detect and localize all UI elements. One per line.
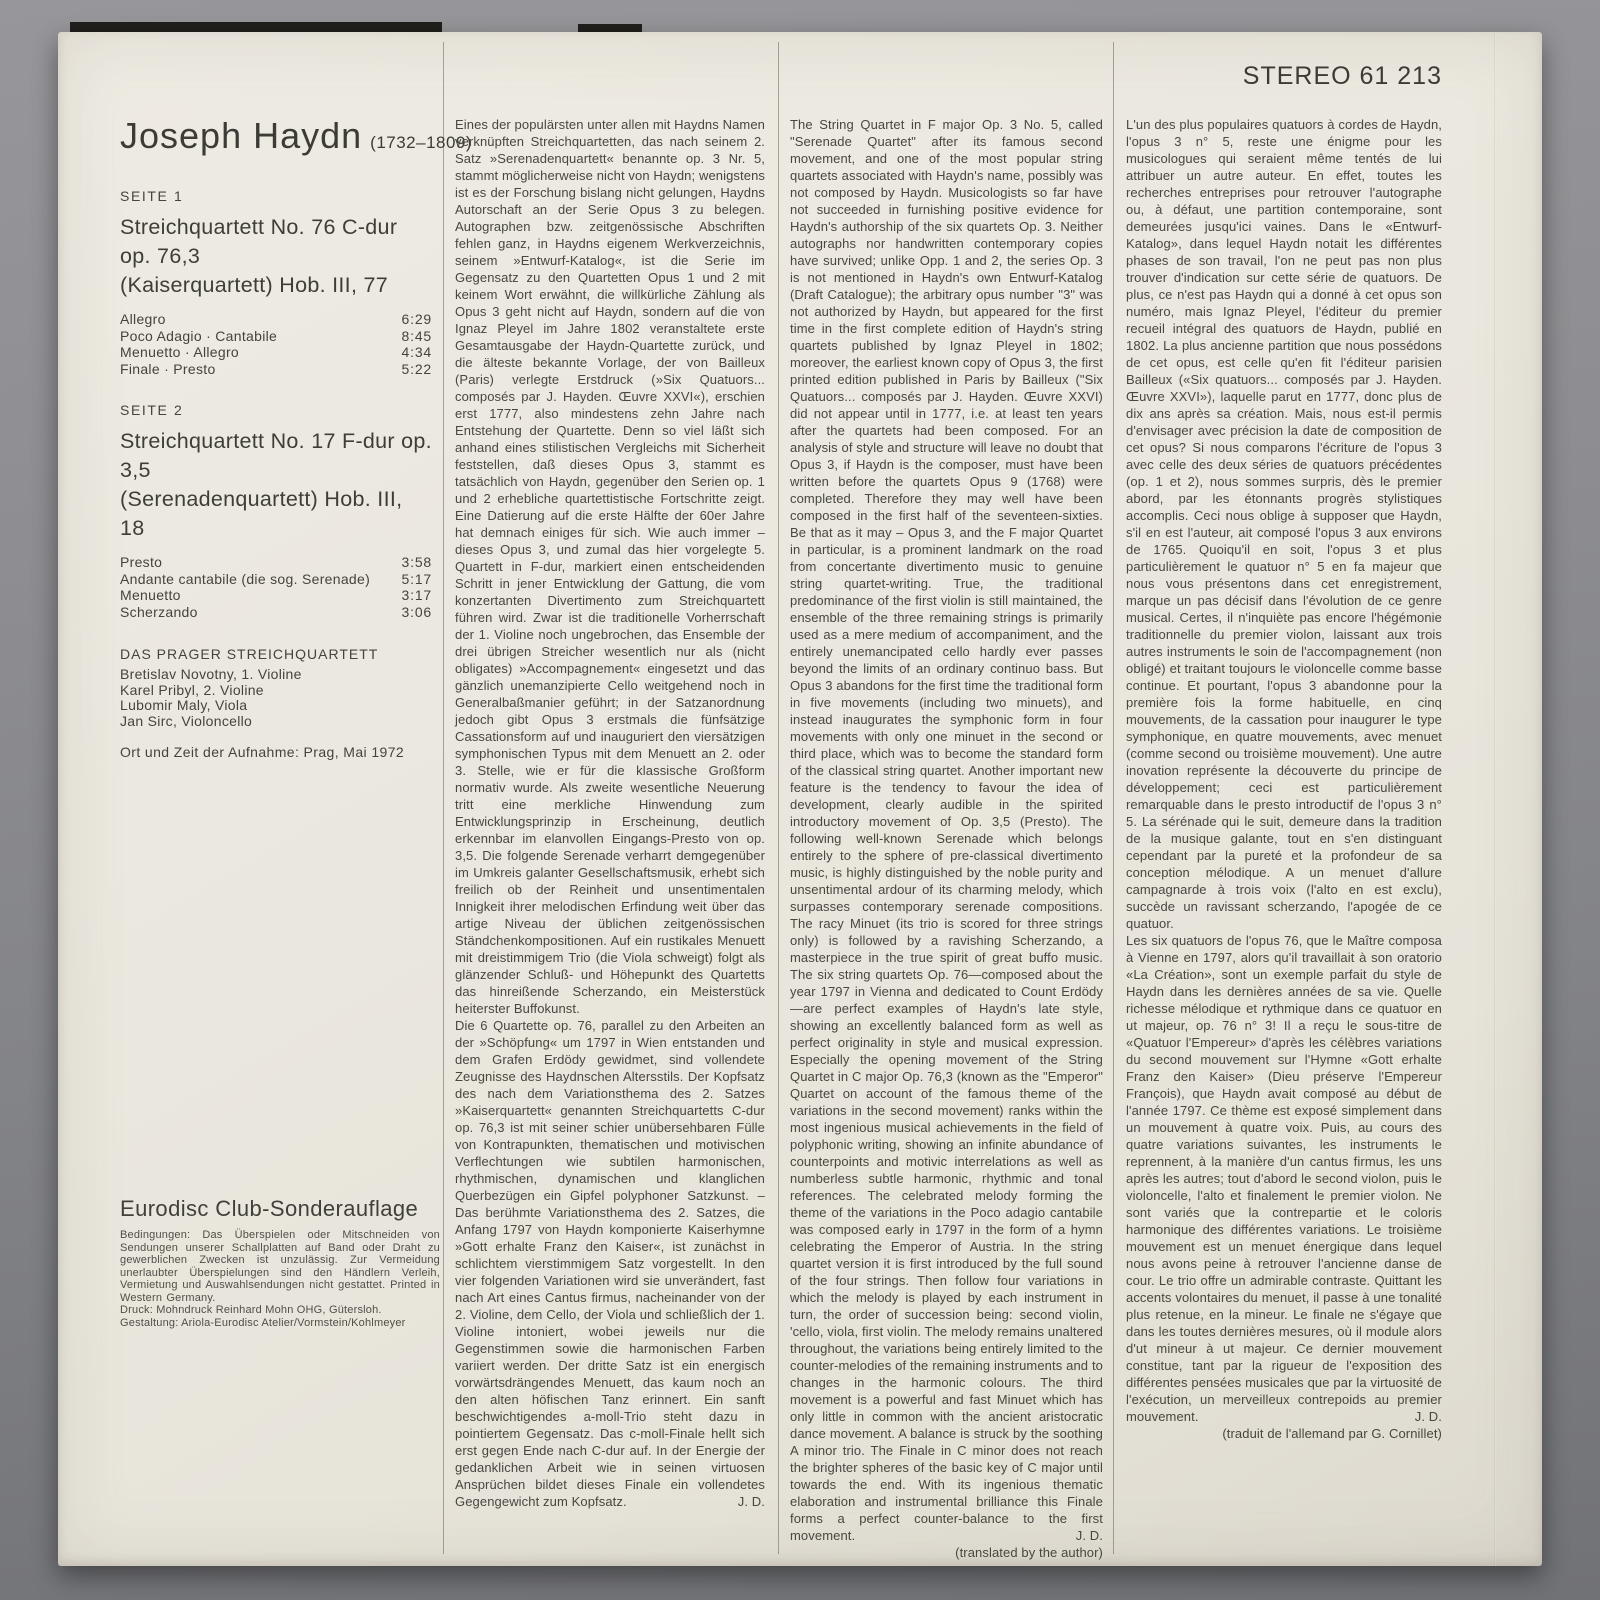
track-time: 6:29 bbox=[401, 311, 432, 327]
column-divider-1 bbox=[443, 42, 444, 1554]
column-divider-3 bbox=[1113, 42, 1114, 1554]
publisher-conditions: Bedingungen: Das Überspielen oder Mitschneiden von Sendungen unserer Schallplatten auf Band oder Draht zu gewerblichen Zwecken ist unzulässig. Zur Vermeidung unerlaubter Überspielungen sind den Händlern Verleih, Vermietung und Auswahlsendungen nicht gestattet. Printed in Western Germany. bbox=[120, 1229, 440, 1304]
composer-title bbox=[120, 115, 473, 163]
track-time: 8:45 bbox=[401, 327, 432, 344]
side2-work-line1: Streichquartett No. 17 F-dur op. 3,5 bbox=[120, 429, 432, 482]
record-sleeve-back-cover bbox=[58, 32, 1542, 1566]
track-time: 3:58 bbox=[401, 554, 432, 570]
track-time: 3:06 bbox=[401, 603, 432, 620]
track-row bbox=[120, 361, 432, 378]
track-time: 5:22 bbox=[401, 360, 432, 377]
side1-work-title bbox=[120, 213, 432, 300]
side2-track-list bbox=[120, 554, 432, 620]
side1-work-line2: (Kaiserquartett) Hob. III, 77 bbox=[120, 273, 389, 297]
french-translation-credit: (traduit de l'allemand par G. Cornillet) bbox=[1222, 1426, 1442, 1441]
liner-notes-german bbox=[455, 116, 765, 1510]
side2-label: SEITE 2 bbox=[120, 402, 184, 418]
publisher-block bbox=[120, 1196, 440, 1330]
liner-notes-english bbox=[790, 116, 1103, 1561]
german-signature: J. D. bbox=[737, 1494, 765, 1509]
stereo-catalog-number: STEREO 61 213 bbox=[1242, 62, 1442, 90]
design-credit: Gestaltung: Ariola-Eurodisc Atelier/Vormstein/Kohlmeyer bbox=[120, 1317, 406, 1329]
track-row bbox=[120, 344, 432, 361]
track-row bbox=[120, 571, 432, 588]
side2-work-title bbox=[120, 427, 432, 543]
track-time: 4:34 bbox=[401, 344, 432, 360]
ensemble-member: Karel Pribyl, 2. Violine bbox=[120, 681, 264, 698]
track-row bbox=[120, 311, 432, 328]
german-paragraph-2: Die 6 Quartette op. 76, parallel zu den Arbeiten an der »Schöpfung« um 1797 in Wien entstanden und dem Grafen Erdödy gewidmet, sind vollendete Zeugnisse des Haydnschen Altersstils. Der Kopfsatz des nach dem Variationsthema des 2. Satzes »Kaiserquartett« genannten Streichquartetts C-dur op. 76,3 ist mit seiner schier unübersehbaren Fülle von Kontrapunkten, thematischen und motivischen Verflechtungen wie subtilen harmonischen, rhythmischen, dynamischen und klanglichen Querbezügen ein Gipfel polyphoner Satzkunst. – Das berühmte Variationsthema des 2. Satzes, die Anfang 1797 von Haydn komponierte Kaiserhymne »Gott erhalte Franz den Kaiser«, ist zunächst in schlichtem vierstimmigem Satz vorgestellt. In den vier folgenden Variationen wird sie unverändert, fast nach Art eines Cantus firmus, nacheinander von der 2. Violine, dem Cello, der Viola und schließlich der 1. Violine intoniert, wobei jeweils nur die Gegenstimmen sowie die harmonischen Farben variiert werden. Der dritte Satz ist ein energisch vorwärtsdrängendes Menuett, das kaum noch an den alten höfischen Tanz erinnert. Ein sanft beschwichtigendes a-moll-Trio steht dazu in pointiertem Gegensatz. Das c-moll-Finale hellt sich erst gegen Ende nach C-dur auf. In der Energie der gedanklichen Arbeit wie in seinen virtuosen Ansprüchen bildet dieses Finale ein vollendetes Gegengewicht zum Kopfsatz. bbox=[455, 1018, 765, 1509]
ensemble-members bbox=[120, 667, 432, 729]
english-paragraph: The String Quartet in F major Op. 3 No. 5, called "Serenade Quartet" after its famous second movement, and one of the most popular string quartets associated with Haydn's name, possibly was not composed by Haydn. Musicologists so far have not succeeded in furnishing positive evidence for Haydn's authorship of the six quartets Op. 3. Neither autographs nor handwritten contemporary copies have survived; unlike Opp. 1 and 2, the series Op. 3 is not mentioned in Haydn's own Entwurf-Katalog (Draft Catalogue); the arbitrary opus number "3" was not authorized by Haydn, but appeared for the first time in the first complete edition of Haydn's string quartets published by Ignaz Pleyel in 1802; moreover, the earliest known copy of Opus 3, the first printed edition published in Paris by Bailleux ("Six Quatuors... composés par J. Hayden. Œuvre XXVI) did not appear until in 1777, i.e. at least ten years after the quartets had been composed. For an analysis of style and structure will leave no doubt that Opus 3, if Haydn is the composer, must have been written before the quartets Opus 9 (1768) were completed. Therefore they may well have been composed in the first half of the seventeen-sixties. Be that as it may – Opus 3, and the F major Quartet in particular, is a prominent landmark on the road from concertante divertimento music to genuine string quartet-writing. True, the traditional predominance of the first violin is still maintained, the ensemble of the three remaining strings is primarily used as a mere medium of accompaniment, and the entirely unemancipated cello hardly ever passes beyond the limits of an ordinary continuo bass. But Opus 3 abandons for the first time the traditional form in five movements (including two minuets), and instead inaugurates the symphonic form in four movements with only one minuet in the second or third place, which was to become the standard form of the classical string quartet. Another important new feature is the tendency to favour the idea of development, clearly audible in the spirited introductory movement of Op. 3,5 (Presto). The following well-known Serenade which belongs entirely to the sphere of pre-classical divertimento music, is highly distinguished by the noble purity and unsentimental ardour of its charming melody, which surpasses contemporary serenade compositions. The racy Minuet (its trio is scored for three strings only) is followed by a ravishing Scherzando, a masterpiece in the true spirit of great buffo music. The six string quartets Op. 76—composed about the year 1797 in Vienna and dedicated to Count Erdödy—are perfect examples of Haydn's late style, showing an excellently balanced form as well as perfect originality in style and musical expression. Especially the opening movement of the String Quartet in C major Op. 76,3 (known as the "Emperor" Quartet on account of the famous theme of the variations in the second movement) ranks within the most ingenious musical achievements in the field of polyphonic writing, showing an infinite abundance of counterpoints and motivic interrelations as well as numberless subtle harmonic, rhythmic and tonal references. The celebrated melody forming the theme of the variations in the Poco adagio cantabile was composed early in 1797 in the form of a hymn celebrating the Emperor of Austria. In the string quartet version it is first introduced by the full sound of the four strings. Then follow four variations in which the melody is played by each instrument in turn, the order of succession being: second violin, 'cello, viola, first violin. The melody remains unaltered throughout, the variations being entirely limited to the counter-melodies of the remaining instruments and to changes in the harmonic colours. The third movement is a powerful and fast Minuet which has only little in common with the ancient aristocratic dance movement. A balance is struck by the soothing A minor trio. The Finale in C minor does not reach the brighter spheres of the basic key of C major until towards the end. With its ingenious thematic elaboration and instrumental brilliance this Finale forms a perfect counter-balance to the first movement. bbox=[790, 117, 1103, 1543]
track-name: Andante cantabile (die sog. Serenade) bbox=[120, 570, 371, 587]
track-name: Menuetto · Allegro bbox=[120, 344, 240, 360]
composer-life-dates: (1732–1809) bbox=[370, 133, 473, 152]
track-name: Allegro bbox=[120, 311, 166, 327]
publisher-name: Eurodisc Club-Sonderauflage bbox=[120, 1196, 419, 1221]
column-divider-2 bbox=[778, 42, 779, 1554]
composer-name: Joseph Haydn bbox=[120, 115, 363, 156]
ensemble-member: Lubomir Maly, Viola bbox=[120, 697, 248, 713]
print-credit: Druck: Mohndruck Reinhard Mohn OHG, Gütersloh. bbox=[120, 1304, 382, 1316]
ensemble-name: DAS PRAGER STREICHQUARTETT bbox=[120, 646, 379, 662]
track-row bbox=[120, 328, 432, 345]
track-row bbox=[120, 587, 432, 604]
english-signature: J. D. bbox=[1075, 1528, 1103, 1543]
track-name: Menuetto bbox=[120, 587, 181, 603]
side1-work-line1: Streichquartett No. 76 C-dur op. 76,3 bbox=[120, 215, 398, 268]
ensemble-member: Jan Sirc, Violoncello bbox=[120, 712, 253, 729]
tracklist-column bbox=[120, 115, 473, 760]
track-row bbox=[120, 604, 432, 621]
track-name: Finale · Presto bbox=[120, 360, 216, 377]
french-signature: J. D. bbox=[1414, 1409, 1442, 1424]
track-name: Poco Adagio · Cantabile bbox=[120, 327, 278, 344]
french-paragraph-1: L'un des plus populaires quatuors à cordes de Haydn, l'opus 3 n° 5, reste une énigme pour les musicologues qui seraient même tentés de lui attribuer un autre auteur. En effet, toutes les recherches entreprises pour retrouver l'autographe ou, à défaut, une partition contemporaine, sont demeurées jusqu'ici vaines. Dans le «Entwurf-Katalog», dans lequel Haydn notait les différentes phases de son travail, l'on ne peut pas non plus trouver d'indication sur cette série de quatuors. De plus, ce n'est pas Haydn qui a donné à cet opus son numéro, mais Ignaz Pleyel, l'éditeur du premier recueil intégral des quatuors de Haydn, publié en 1802. La plus ancienne partition que nous possédons de cet opus, est celle qu'en fit l'éditeur parisien Bailleux («Six quatuors... composés par J. Hayden. Œuvre XXVI»), laquelle parut en 1777, donc plus de dix ans après sa création. Mais, nous est-il permis d'envisager avec précision la date de composition de cet opus? Si nous comparons l'écriture de l'opus 3 avec celle des deux séries de quatuors précédentes (op. 1 et 2), nous sommes surpris, dès le premier abord, par les étonnants progrès stylistiques accomplis. Ceci nous oblige à supposer que Haydn, s'il en est l'auteur, ait composé l'opus 3 aux environs de 1765. Quoiqu'il en soit, l'opus 3 et plus particulièrement le quatuor n° 5 en fa majeur que nous vous présentons dans cet enregistrement, marque un pas décisif dans l'évolution de ce genre musical. Certes, il n'inquiète pas encore l'hégémonie traditionnelle du premier violon, laissant aux trois autres instruments le soin de l'accompagnement (non obligé) et traitant toujours le violoncelle comme basse continue. Et pourtant, l'opus 3 abandonne pour la première fois la forme habituelle, en cinq mouvements, de la cassation pour inaugurer le type symphonique, en quatre mouvements, avec menuet (comme second ou troisième mouvement). Une autre inovation représente la découverte du principe de développement; ceci est particulièrement remarquable dans le presto introductif de l'opus 3 n° 5. La sérénade qui le suit, demeure dans la tradition de la musique galante, tout en s'en distinguant cependant par la pureté et la profondeur de sa conception mélodique. A un menuet d'allure campagnarde à trois voix (l'alto en est exclu), succède un ravissant scherzando, l'apogée de ce quatuor. bbox=[1126, 117, 1442, 931]
recording-info: Ort und Zeit der Aufnahme: Prag, Mai 1972 bbox=[120, 744, 405, 760]
side1-label: SEITE 1 bbox=[120, 188, 184, 204]
side2-work-line2: (Serenadenquartett) Hob. III, 18 bbox=[120, 487, 403, 540]
sleeve-edge-crease bbox=[1494, 32, 1496, 1566]
english-translation-credit: (translated by the author) bbox=[955, 1545, 1103, 1560]
ensemble-member: Bretislav Novotny, 1. Violine bbox=[120, 666, 302, 682]
track-name: Presto bbox=[120, 554, 163, 570]
track-row bbox=[120, 554, 432, 571]
track-name: Scherzando bbox=[120, 603, 198, 620]
side1-track-list bbox=[120, 311, 432, 377]
liner-notes-french bbox=[1126, 116, 1442, 1442]
track-time: 3:17 bbox=[401, 587, 432, 603]
german-paragraph-1: Eines der populärsten unter allen mit Haydns Namen verknüpften Streichquartetten, das nach seinem 2. Satz »Serenadenquartett« benannte op. 3 Nr. 5, stammt möglicherweise nicht von Haydn; wenigstens ist es der Forschung bislang nicht gelungen, Haydns Autorschaft an der Serie Opus 3 zu belegen. Autographen bzw. zeitgenössische Abschriften fehlen ganz, in Haydns eigenem Werkverzeichnis, seinem »Entwurf-Katalog«, ist die Serie im Gegensatz zu den Quartetten Opus 1 und 2 mit keinem Wort erwähnt, die willkürliche Zählung als Opus 3 geht nicht auf Haydn, sondern auf die von Ignaz Pleyel im Jahre 1802 veranstaltete erste Gesamtausgabe der Haydn-Quartette zurück, und die älteste bekannte Vorlage, der von Bailleux (Paris) verlegte Erstdruck (»Six Quatuors... composés par J. Hayden. Œuvre XXVI«), erschien erst 1777, also mindestens zehn Jahre nach Entstehung der Quartette. Denn so viel läßt sich anhand eines stilistischen Vergleichs mit Sicherheit feststellen, daß dieses Opus 3, stammt es tatsächlich von Haydn, gegenüber den Serien op. 1 und 2 erhebliche quartettistische Fortschritte zeigt. Eine Datierung auf die erste Hälfte der 60er Jahre hat demnach einiges für sich. Wie auch immer – dieses Opus 3, und zumal das hier vorgelegte 5. Quartett in F-dur, markiert einen entscheidenden Schritt in jener Entwicklung der Gattung, die vom konzertanten Divertimento zum Streichquartett führen wird. Zwar ist die traditionelle Vorherrschaft der 1. Violine noch ungebrochen, das Ensemble der drei übrigen Streicher wesentlich nur als (nicht obligates) »Accompagnement« eingesetzt und das gänzlich unemanzipierte Cello weitgehend noch in Generalbaßmanier geführt; in der Satzanordnung jedoch gibt Opus 3 erstmals die fünfsätzige Cassationsform auf und inauguriert den viersätzigen symphonischen Typus mit dem Menuett an 2. oder 3. Stelle, wie er für die klassische Großform normativ wurde. Als zweite wesentliche Neuerung tritt eine merkliche Hinwendung zum Entwicklungsprinzip in Erscheinung, deutlich erkennbar im elanvollen Eingangs-Presto von op. 3,5. Die folgende Serenade verharrt demgegenüber im Umkreis galanter Gesellschaftsmusik, erhebt sich freilich ob der Reinheit und unsentimentalen Innigkeit ihrer melodischen Erfindung weit über das artige Niveau der üblichen zeitgenössischen Ständchenkompositionen. Auf ein rustikales Menuett mit dreistimmigem Trio (die Viola schweigt) folgt als glänzender Schluß- und Höhepunkt des Quartetts das hinreißende Scherzando, ein Meisterstück heiterster Buffokunst. bbox=[455, 117, 765, 1016]
french-paragraph-2: Les six quatuors de l'opus 76, que le Maître composa à Vienne en 1797, alors qu'il travaillait à son oratorio «La Création», sont un exemple parfait du style de Haydn dans les dernières années de sa vie. Quelle richesse mélodique et rythmique dans ce quatuor en ut majeur, op. 76 n° 3! Il a reçu le sous-titre de «Quatuor l'Empereur» d'après les célèbres variations du second mouvement sur l'Hymne «Gott erhalte Franz den Kaiser» (Dieu préserve l'Empereur François), que Haydn avait composé au début de l'année 1797. Ce thème est exposé simplement dans un mouvement à quatre voix. Puis, au cours des quatre variations suivantes, les instruments le reprennent, à la manière d'un cantus firmus, les uns après les autres; tout d'abord le second violon, puis le violoncelle, l'alto et finalement le premier violon. Ne sont variés que la contrepartie et le coloris harmonique des différentes variations. Le troisième mouvement est un menuet énergique dans lequel nous avons peine à retrouver l'ancienne danse de cour. Le trio offre un admirable contraste. Quittant les accents volontaires du menuet, il passe à une tonalité plus retenue, en la mineur. Le finale ne s'égaye que dans les toutes dernières mesures, où il module alors d'ut mineur à ut majeur. Ce dernier mouvement constitue, tant par la rigueur de l'exposition des différentes pensées musicales que par la virtuosité de l'exécution, un merveilleux contrepoids au premier mouvement. bbox=[1126, 933, 1442, 1424]
track-time: 5:17 bbox=[401, 570, 432, 587]
